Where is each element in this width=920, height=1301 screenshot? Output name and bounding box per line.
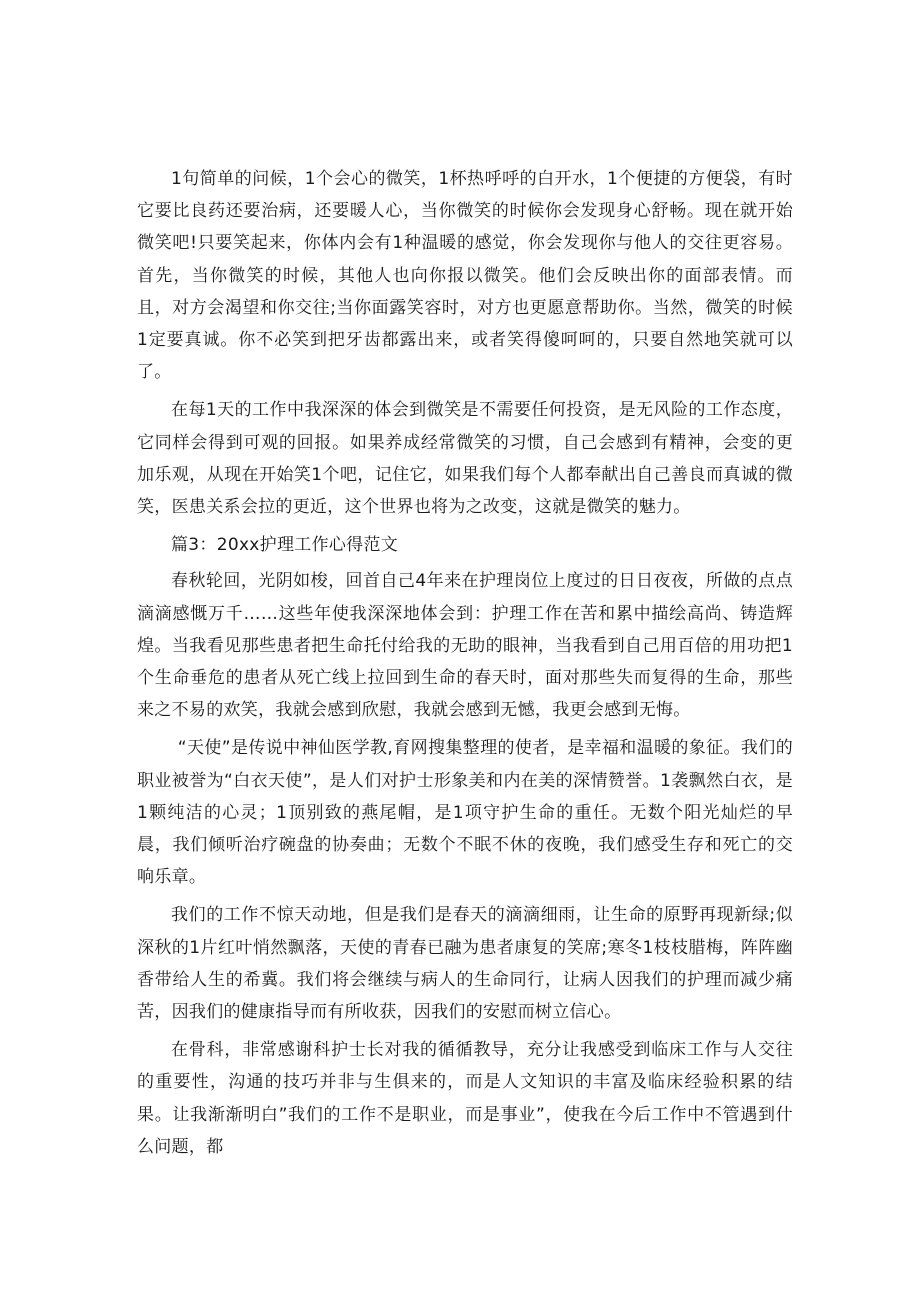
paragraph-angel: “天使”是传说中神仙医学教,育网搜集整理的使者，是幸福和温暖的象征。我们的职业被誉为“白衣天使”，是人们对护士形象美和内在美的深情赞誉。1袭飘然白衣，是1颗纯洁的心灵；1顶别致的燕尾帽，是1项守护生命的重任。无数个阳光灿烂的早晨，我们倾听治疗碗盘的协奏曲；无数个不眠不休的夜晚，我们感受生存和死亡的交响乐章。 [137,738,793,888]
paragraph-orthopedics: 在骨科，非常感谢科护士长对我的循循教导，充分让我感受到临床工作与人交往的重要性，沟通的技巧并非与生俱来的，而是人文知识的丰富及临床经验积累的结果。让我渐渐明白”我们的工作不是职业，而是事业”，使我在今后工作中不管遇到什么问题，都 [137,1040,793,1157]
paragraph-our-work: 我们的工作不惊天动地，但是我们是春天的滴滴细雨，让生命的原野再现新绿;似深秋的1片红叶悄然飘落，天使的青春已融为患者康复的笑席;寒冬1枝枝腊梅，阵阵幽香带给人生的希冀。我们将会继续与病人的生命同行，让病人因我们的护理而减少痛苦，因我们的健康指导而有所收获，因我们的安慰而树立信心。 [137,905,793,1023]
paragraph-smile-benefits: 1句简单的问候，1个会心的微笑，1杯热呼呼的白开水，1个便捷的方便袋，有时它要比良药还要治病，还要暖人心，当你微笑的时候你会发现身心舒畅。现在就开始微笑吧!只要笑起来，你体内会有1种温暖的感觉，你会发现你与他人的交往更容易。首先，当你微笑的时候，其他人也向你报以微笑。他们会反映出你的面部表情。而且，对方会渴望和你交往;当你面露笑容时，对方也更愿意帮助你。当然，微笑的时候1定要真诚。你不必笑到把牙齿都露出来，或者笑得傻呵呵的，只要自然地笑就可以了。 [137,169,793,383]
paragraph-smile-charm: 在每1天的工作中我深深的体会到微笑是不需要任何投资，是无风险的工作态度，它同样会得到可观的回报。如果养成经常微笑的习惯，自己会感到有精神，会变的更加乐观，从现在开始笑1个吧，记住它，如果我们每个人都奉献出自己善良而真诚的微笑，医患关系会拉的更近，这个世界也将为之改变，这就是微笑的魅力。 [137,400,793,518]
document-body [137,163,793,1169]
paragraph-nursing-years: 春秋轮回，光阴如梭，回首自己4年来在护理岗位上度过的日日夜夜，所做的点点滴滴感慨万千……这些年使我深深地体会到：护理工作在苦和累中描绘高尚、铸造辉煌。当我看见那些患者把生命托付给我的无助的眼神，当我看到自己用百倍的用功把1个生命垂危的患者从死亡线上拉回到生命的春天时，面对那些失而复得的生命，那些来之不易的欢笑，我就会感到欣慰，我就会感到无憾，我更会感到无悔。 [137,571,793,721]
section-heading: 篇3：20xx护理工作心得范文 [171,535,399,556]
